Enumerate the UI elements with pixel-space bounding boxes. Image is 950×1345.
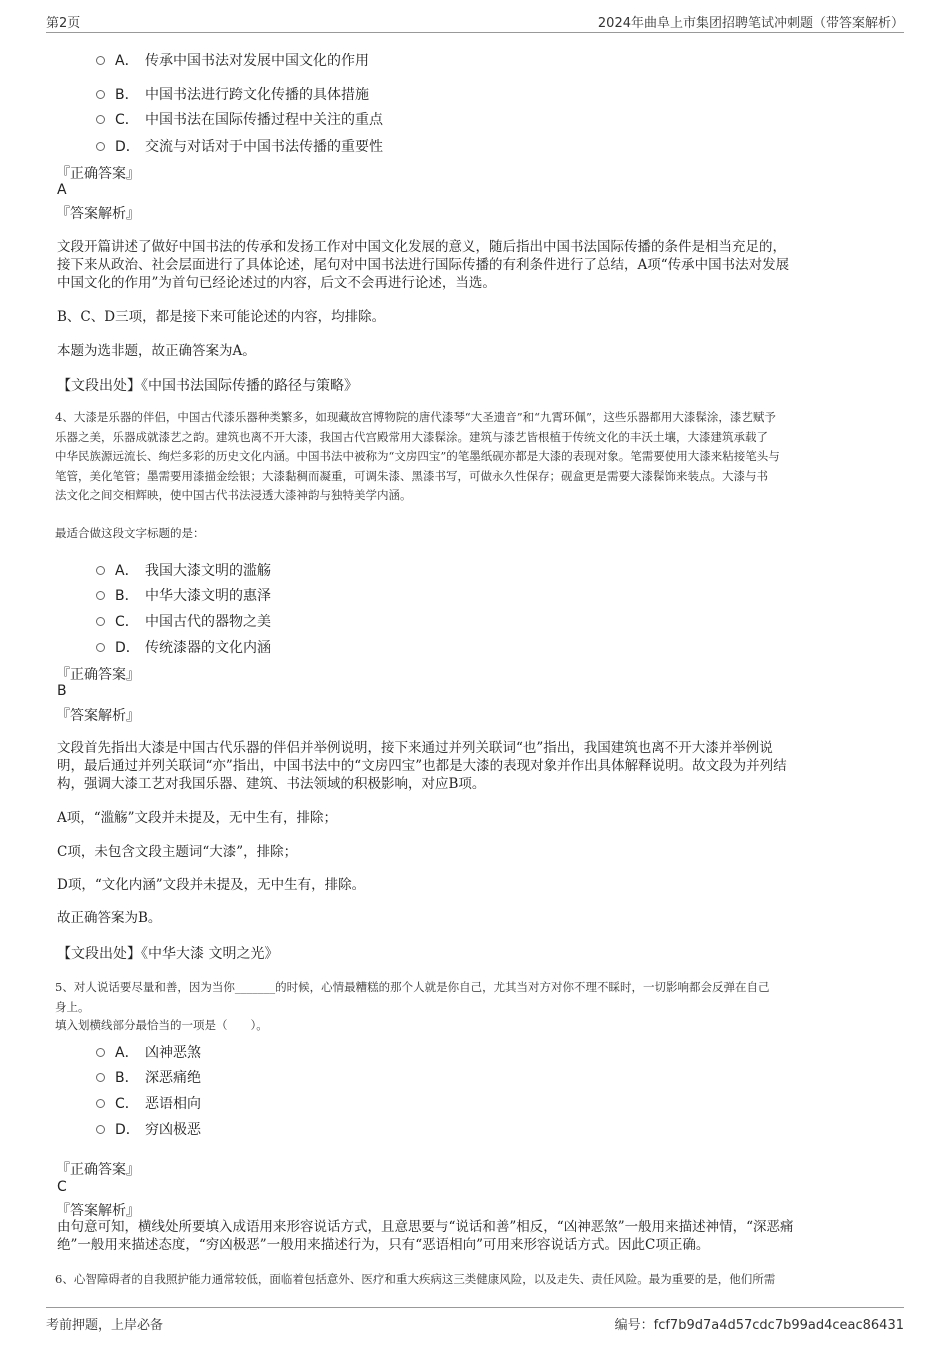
page-footer — [46, 1307, 904, 1334]
analysis-label: 『答案解析』 — [56, 1203, 140, 1219]
radio-icon[interactable] — [96, 115, 105, 124]
analysis-conclusion: 故正确答案为B。 — [57, 910, 162, 926]
answer-label: 『正确答案』 — [56, 166, 140, 182]
answer-value: A — [57, 182, 67, 198]
radio-icon[interactable] — [96, 1125, 105, 1134]
analysis-label: 『答案解析』 — [56, 206, 140, 222]
answer-value: B — [57, 683, 67, 699]
question-stem: 6、心智障碍者的自我照护能力通常较低，面临着包括意外、医疗和重大疾病这三类健康风险，以及走失、责任风险。最为重要的是，他们所需 — [55, 1272, 776, 1286]
question-stem: 5、对人说话要尽量和善，因为当你_______的时候，心情最糟糕的那个人就是你自己，尤其当对方对你不理不睬时，一切影响都会反弹在自己 身上。 — [55, 980, 770, 1014]
analysis-note: C项，未包含文段主题词“大漆”，排除； — [57, 844, 298, 860]
footer-slogan: 考前押题，上岸必备 — [46, 1318, 164, 1333]
answer-label: 『正确答案』 — [56, 1162, 140, 1178]
q4-option-b[interactable]: B． 中华大漆文明的惠泽 — [96, 585, 271, 605]
q4-option-c[interactable]: C． 中国古代的器物之美 — [96, 611, 271, 631]
question-prompt: 填入划横线部分最恰当的一项是（ ）。 — [55, 1018, 268, 1032]
q3-option-a[interactable]: A． 传承中国书法对发展中国文化的作用 — [96, 50, 369, 70]
page-header — [46, 8, 904, 33]
document-code: 编号：fcf7b9d7a4d57cdc7b99ad4ceac86431 — [614, 1318, 904, 1333]
analysis-note: 本题为选非题，故正确答案为A。 — [57, 343, 256, 359]
analysis-note: A项，“滥觞”文段并未提及，无中生有，排除； — [57, 810, 338, 826]
q3-option-d[interactable]: D． 交流与对话对于中国书法传播的重要性 — [96, 136, 383, 156]
q5-option-a[interactable]: A． 凶神恶煞 — [96, 1042, 201, 1062]
q4-option-d[interactable]: D． 传统漆器的文化内涵 — [96, 637, 271, 657]
analysis-text: 文段首先指出大漆是中国古代乐器的伴侣并举例说明，接下来通过并列关联词“也”指出，我国建筑也离不开大漆并举例说 明，最后通过并列关联词“亦”指出，中国书法中的“文房四宝”也都是大漆的表现对象并作出具体解释说明。故文段为并列结 构，强调大漆工艺对我国乐器、建筑、书法领域的积极影响，对应B项。 — [57, 740, 787, 792]
radio-icon[interactable] — [96, 1073, 105, 1082]
radio-icon[interactable] — [96, 56, 105, 65]
analysis-label: 『答案解析』 — [56, 708, 140, 724]
radio-icon[interactable] — [96, 90, 105, 99]
q3-option-c[interactable]: C． 中国书法在国际传播过程中关注的重点 — [96, 109, 383, 129]
analysis-note: B、C、D三项，都是接下来可能论述的内容，均排除。 — [57, 309, 386, 325]
question-stem: 4、大漆是乐器的伴侣，中国古代漆乐器种类繁多，如现藏故宫博物院的唐代漆琴“大圣遗音”和“九霄环佩”，这些乐器都用大漆髹涂，漆艺赋予 乐器之美，乐器成就漆艺之韵。建筑也离不开大漆，我国古代宫殿常用大漆髹涂。建筑与漆艺皆根植于传统文化的丰沃土壤，大漆建筑承载了 中华民族源远流长、绚烂多彩的历史文化内涵。中国书法中被称为“文房四宝”的笔墨纸砚亦都是大漆的表现对象。笔需要使用大漆来粘接笔头与 笔管，美化笔管；墨需要用漆描金绘银；大漆黏稠而凝重，可调朱漆、黑漆书写，可做永久性保存；砚盒更是需要大漆髹饰来装点。大漆与书 法文化之间交相辉映，使中国古代书法浸透大漆神韵与独特美学内涵。 — [55, 410, 780, 502]
q4-option-a[interactable]: A． 我国大漆文明的滥觞 — [96, 560, 271, 580]
source-citation: 【文段出处】《中国书法国际传播的路径与策略》 — [57, 378, 358, 394]
radio-icon[interactable] — [96, 617, 105, 626]
q5-option-c[interactable]: C． 恶语相向 — [96, 1093, 201, 1113]
analysis-text: 文段开篇讲述了做好中国书法的传承和发扬工作对中国文化发展的意义，随后指出中国书法国际传播的条件是相当充足的， 接下来从政治、社会层面进行了具体论述，尾句对中国书法进行国际传播的有利条件进行了总结，A项“传承中国书法对发展 中国文化的作用”为首句已经论述过的内容，后文不会再进行论述，当选。 — [57, 239, 790, 291]
radio-icon[interactable] — [96, 566, 105, 575]
answer-label: 『正确答案』 — [56, 667, 140, 683]
radio-icon[interactable] — [96, 591, 105, 600]
radio-icon[interactable] — [96, 1099, 105, 1108]
source-citation: 【文段出处】《中华大漆 文明之光》 — [57, 946, 279, 962]
page-number: 第2页 — [46, 16, 81, 31]
document-title: 2024年曲阜上市集团招聘笔试冲刺题（带答案解析） — [597, 16, 904, 31]
analysis-text: 由句意可知，横线处所要填入成语用来形容说话方式，且意思要与“说话和善”相反，“凶神恶煞”一般用来描述神情，“深恶痛 绝”一般用来描述态度，“穷凶极恶”一般用来描述行为，只有“恶语相向”可用来形容说话方式。因此C项正确。 — [57, 1219, 794, 1253]
radio-icon[interactable] — [96, 142, 105, 151]
radio-icon[interactable] — [96, 643, 105, 652]
q5-option-b[interactable]: B． 深恶痛绝 — [96, 1067, 201, 1087]
q3-option-b[interactable]: B． 中国书法进行跨文化传播的具体措施 — [96, 84, 369, 104]
radio-icon[interactable] — [96, 1048, 105, 1057]
analysis-note: D项，“文化内涵”文段并未提及，无中生有，排除。 — [57, 877, 366, 893]
q5-option-d[interactable]: D． 穷凶极恶 — [96, 1119, 201, 1139]
question-prompt: 最适合做这段文字标题的是： — [55, 526, 205, 540]
answer-value: C — [57, 1179, 67, 1195]
